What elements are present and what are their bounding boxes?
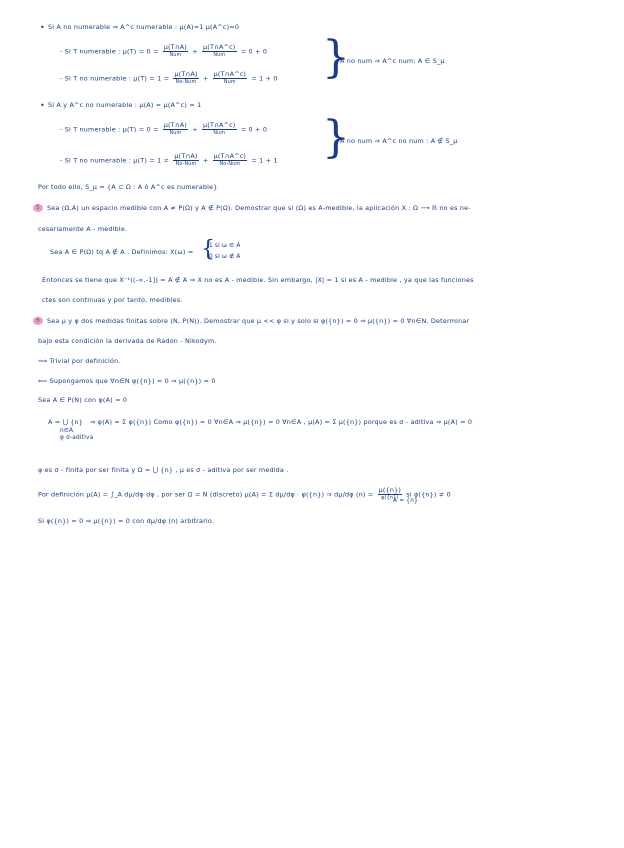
- equation-tail: = 1 + 0: [251, 74, 278, 83]
- plus-sign: +: [192, 125, 198, 134]
- fraction: [202, 122, 236, 137]
- fraction-num: μ(T∩A^c): [203, 121, 236, 129]
- fraction-num: μ(T∩A^c): [213, 70, 247, 78]
- union-lhs: A = ⋃ {n}: [48, 418, 84, 426]
- plus-sign: +: [202, 156, 209, 165]
- bullet: •: [40, 23, 45, 32]
- set-definition: Sea A ∈ P(N) con φ(A) = 0: [38, 396, 128, 404]
- fraction: [163, 122, 188, 137]
- fraction-num: μ(T∩A): [174, 152, 198, 160]
- bullet: •: [40, 101, 45, 110]
- fraction: [202, 44, 236, 59]
- not-equal-sign: ≠: [163, 156, 170, 165]
- arbitrary-case: Si φ({n}) = 0 ⇒ μ({n}) = 0 con dμ/dφ (n) arbitrario.: [38, 517, 215, 525]
- brace: }: [322, 32, 350, 83]
- additivity-argument: ⇒ φ(A) = Σ φ({n}) Como φ({n}) = 0 ∀n∈A ⇒ μ({n}) = 0 ∀n∈A , μ(A) = Σ μ({n}) porque es σ - aditiva ⇒ μ(A) = 0: [90, 418, 473, 426]
- sum-subscript: A = {n}: [393, 498, 418, 504]
- fraction: [173, 153, 198, 168]
- piecewise-case: 0 si ω ∉ A: [209, 254, 241, 260]
- fraction: [213, 153, 247, 168]
- fraction-den: Num: [169, 53, 182, 58]
- radon-nikodym-text: Por definición μ(A) = ∫_A dμ/dφ dφ , por ser Ω = N (discreto) μ(A) = Σ dμ/dφ · φ({n}) ⇒ dμ/dφ (n) =: [38, 490, 374, 499]
- case-a-uncountable-left: - Si T no numerable : μ(T) = 1 =: [60, 74, 170, 83]
- plus-sign: +: [192, 47, 198, 56]
- fraction-den: No-Num: [219, 162, 241, 167]
- exercise-5-statement: Sea (Ω,A) un espacio medible con A ≠ P(Ω) y A ∉ P(Ω). Demostrar que si (Ω) es A-medible, la aplicación X : Ω ⟶ ℝ no es ne-: [47, 204, 471, 212]
- exercise-number: 6: [36, 317, 40, 324]
- equation-tail: = 0 + 0: [240, 125, 268, 134]
- fraction: [163, 44, 188, 59]
- s-mu-conclusion: Por todo ello, S_μ = {A ⊂ Ω : A ó A^c es numerable}: [38, 183, 218, 191]
- fraction-num: μ(T∩A^c): [203, 43, 236, 51]
- case-a-conclusion: A no num ⇒ A^c num: A ∈ S_μ: [340, 57, 445, 65]
- case-b-countable-line: [60, 122, 267, 137]
- piecewise-case: 1 si ω ∈ A: [209, 243, 241, 249]
- case-a-heading: Si A no numerable ⇒ A^c numerable : μ(A)=1 μ(A^c)=0: [48, 23, 240, 31]
- fraction-den: Num: [169, 131, 182, 136]
- exercise-5-argument: Entonces se tiene que X⁻¹((-∞,-1]) = A ∉ A ⇒ X no es A - medible. Sin embargo, |X| = 1 si es A - medible , ya que las funciones: [42, 276, 474, 284]
- sigma-additive-note: φ σ-aditiva: [60, 435, 94, 441]
- union-subscript: n∈A: [60, 428, 74, 434]
- case-a-countable-left: - Si T numerable : μ(T) = 0 =: [60, 47, 159, 56]
- equation-tail: = 1 + 1: [251, 156, 278, 165]
- condition-text: si φ({n}) ≠ 0: [406, 490, 451, 499]
- case-b-countable-left: - Si T numerable : μ(T) = 0 =: [60, 125, 159, 134]
- radon-nikodym-definition: [38, 487, 451, 502]
- fraction-num: μ(T∩A): [163, 121, 187, 129]
- brace: {: [201, 237, 215, 262]
- exercise-5-definition: Sea A ∈ P(Ω) tq A ∉ A . Definimos: X(ω) =: [50, 248, 194, 256]
- fraction-den: No-Num: [175, 162, 197, 167]
- fraction-den: φ({n}): [381, 496, 399, 501]
- fraction-den: Num: [223, 80, 236, 85]
- fraction-num: μ(T∩A^c): [213, 152, 247, 160]
- case-b-uncountable-left: - Si T no numerable : μ(T) = 1: [60, 156, 162, 165]
- exercise-number: 5: [36, 204, 40, 211]
- reverse-implication: ⟸ Supongamos que ∀n∈N φ({n}) = 0 ⇒ μ({n}) = 0: [38, 377, 216, 385]
- fraction-den: Num: [213, 53, 226, 58]
- case-b-heading: Si A y A^c no numerable : μ(A) = μ(A^c) = 1: [48, 101, 202, 109]
- exercise-6-statement-cont: bajo esta condición la derivada de Radon - Nikodym.: [38, 337, 217, 345]
- fraction-den: Num: [213, 131, 226, 136]
- case-b-conclusion: A no num ⇒ A^c no num : A ∉ S_μ: [340, 137, 458, 145]
- brace: }: [322, 112, 350, 163]
- case-a-countable-line: [60, 44, 267, 59]
- fraction: [213, 71, 247, 86]
- exercise-5-statement-cont: cesariamente A - medible.: [38, 225, 128, 233]
- case-a-uncountable-line: [60, 71, 278, 86]
- sigma-finite-line: φ es σ - finita por ser finita y Ω = ⋃ {n} , μ es σ - aditiva por ser medida .: [38, 466, 289, 474]
- fraction-den: No-Num: [175, 80, 197, 85]
- equation-tail: = 0 + 0: [240, 47, 268, 56]
- fraction: [173, 71, 198, 86]
- exercise-5-argument-cont: ctes son continuas y por tanto, medibles.: [42, 296, 183, 304]
- forward-implication: ⟹ Trivial por definición.: [38, 357, 121, 365]
- plus-sign: +: [202, 74, 209, 83]
- exercise-6-statement: Sea μ y φ dos medidas finitas sobre (N, P(N)). Demostrar que μ << φ si y solo si φ({n}) = 0 ⇒ μ({n}) = 0 ∀n∈N. Determinar: [47, 317, 470, 325]
- fraction-num: μ(T∩A): [174, 70, 198, 78]
- fraction-num: μ({n}): [378, 486, 402, 494]
- case-b-uncountable-line: [60, 153, 278, 168]
- fraction-num: μ(T∩A): [163, 43, 187, 51]
